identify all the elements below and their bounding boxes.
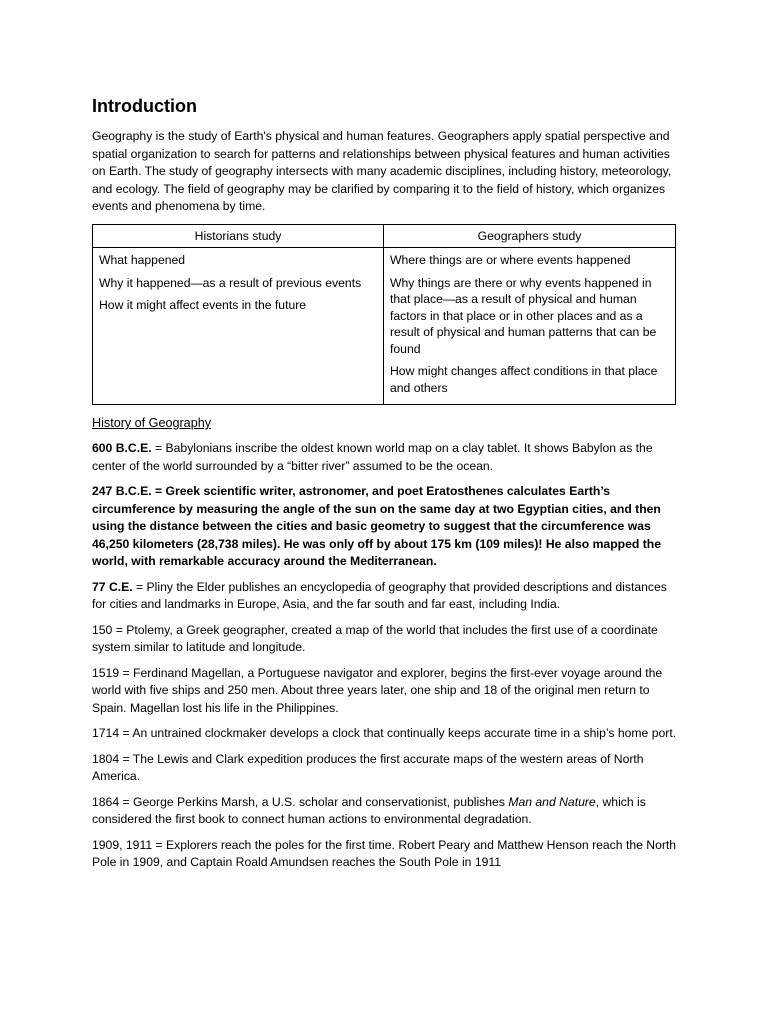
- entry-date: 1804: [92, 751, 120, 766]
- table-header-geographers: Geographers study: [384, 224, 676, 248]
- entry-date: 77 C.E.: [92, 579, 133, 594]
- entry-text: = An untrained clockmaker develops a clock that continually keeps accurate time in a ship’s home port.: [119, 726, 677, 740]
- history-entry: [92, 579, 678, 614]
- historians-item: How it might affect events in the future: [99, 298, 307, 312]
- table-header-historians: Historians study: [93, 224, 384, 248]
- entry-text: = Ferdinand Magellan, a Portuguese navigator and explorer, begins the first-ever voyage around the world with five ships and 250 men. About three years later, one ship and 18 of the original men return to Spain. Magellan lost his life in the Philippines.: [92, 665, 663, 715]
- history-entry: [92, 483, 678, 571]
- entry-text: = George Perkins Marsh, a U.S. scholar and conservationist, publishes: [119, 794, 509, 809]
- entry-date: 1519: [92, 665, 120, 680]
- page-title: Introduction: [92, 96, 197, 116]
- entry-date: 1909, 1911: [92, 837, 153, 852]
- geographers-item: Why things are there or why events happened in that place—as a result of physical and human factors in that place or in other places and as a result of physical and human patterns that can be found: [390, 275, 657, 356]
- entry-date: 150: [92, 622, 113, 637]
- history-entry: [92, 440, 678, 475]
- history-entry: [92, 725, 678, 743]
- geographers-item: Where things are or where events happened: [390, 253, 631, 267]
- history-entry: [92, 622, 678, 657]
- entry-text: = Explorers reach the poles for the first time. Robert Peary and Matthew Henson reach the North Pole in 1909, and Captain Roald Amundsen reaches the South Pole in 1911: [92, 837, 677, 869]
- historians-cell: [93, 248, 384, 405]
- history-entry: [92, 794, 678, 829]
- entry-book-title: Man and Nature: [508, 794, 596, 809]
- history-entries: [92, 440, 678, 872]
- geographers-item: How might changes affect conditions in that place and others: [390, 364, 658, 395]
- historians-item: What happened: [99, 253, 186, 267]
- entry-text: = The Lewis and Clark expedition produces the first accurate maps of the western areas of North America.: [92, 751, 644, 783]
- entry-text: = Pliny the Elder publishes an encyclopedia of geography that provided descriptions and distances for cities and landmarks in Europe, Asia, and the far south and far east, including India.: [92, 579, 667, 611]
- intro-paragraph: Geography is the study of Earth's physical and human features. Geographers apply spatial perspective and spatial organization to search for patterns and relationships between physical features and human activities on Earth. The study of geography intersects with many academic disciplines, including history, meteorology, and ecology. The field of geography may be clarified by comparing it to the field of history, which organizes events and phenomena by time.: [92, 129, 672, 213]
- entry-text-after: , which is considered the first book to connect human actions to environmental degradation.: [92, 794, 646, 826]
- history-section-title: History of Geography: [92, 416, 211, 430]
- entry-date: 1864: [92, 794, 120, 809]
- history-entry: [92, 665, 678, 718]
- entry-date: 600 B.C.E.: [92, 441, 152, 455]
- entry-text: = Ptolemy, a Greek geographer, created a map of the world that includes the first use of a coordinate system similar to latitude and longitude.: [92, 622, 658, 654]
- entry-text: = Greek scientific writer, astronomer, and poet Eratosthenes calculates Earth’s circumference by measuring the angle of the sun on the same day at two Egyptian cities, and then using the distance between the cities and basic geometry to suggest that the circumference was 46,250 kilometers (28,738 miles). He was only off by about 175 km (109 miles)! He also mapped the world, with remarkable accuracy around the Mediterranean.: [92, 484, 661, 568]
- history-entry: [92, 751, 678, 786]
- document-page: [92, 94, 678, 880]
- history-entry: [92, 837, 678, 872]
- geographers-cell: [384, 248, 676, 405]
- entry-date: 247 B.C.E.: [92, 484, 152, 498]
- comparison-table: [92, 224, 676, 406]
- entry-text: = Babylonians inscribe the oldest known world map on a clay tablet. It shows Babylon as the center of the world surrounded by a “bitter river” assumed to be the ocean.: [92, 441, 653, 473]
- entry-date: 1714: [92, 726, 120, 740]
- historians-item: Why it happened—as a result of previous events: [99, 275, 362, 290]
